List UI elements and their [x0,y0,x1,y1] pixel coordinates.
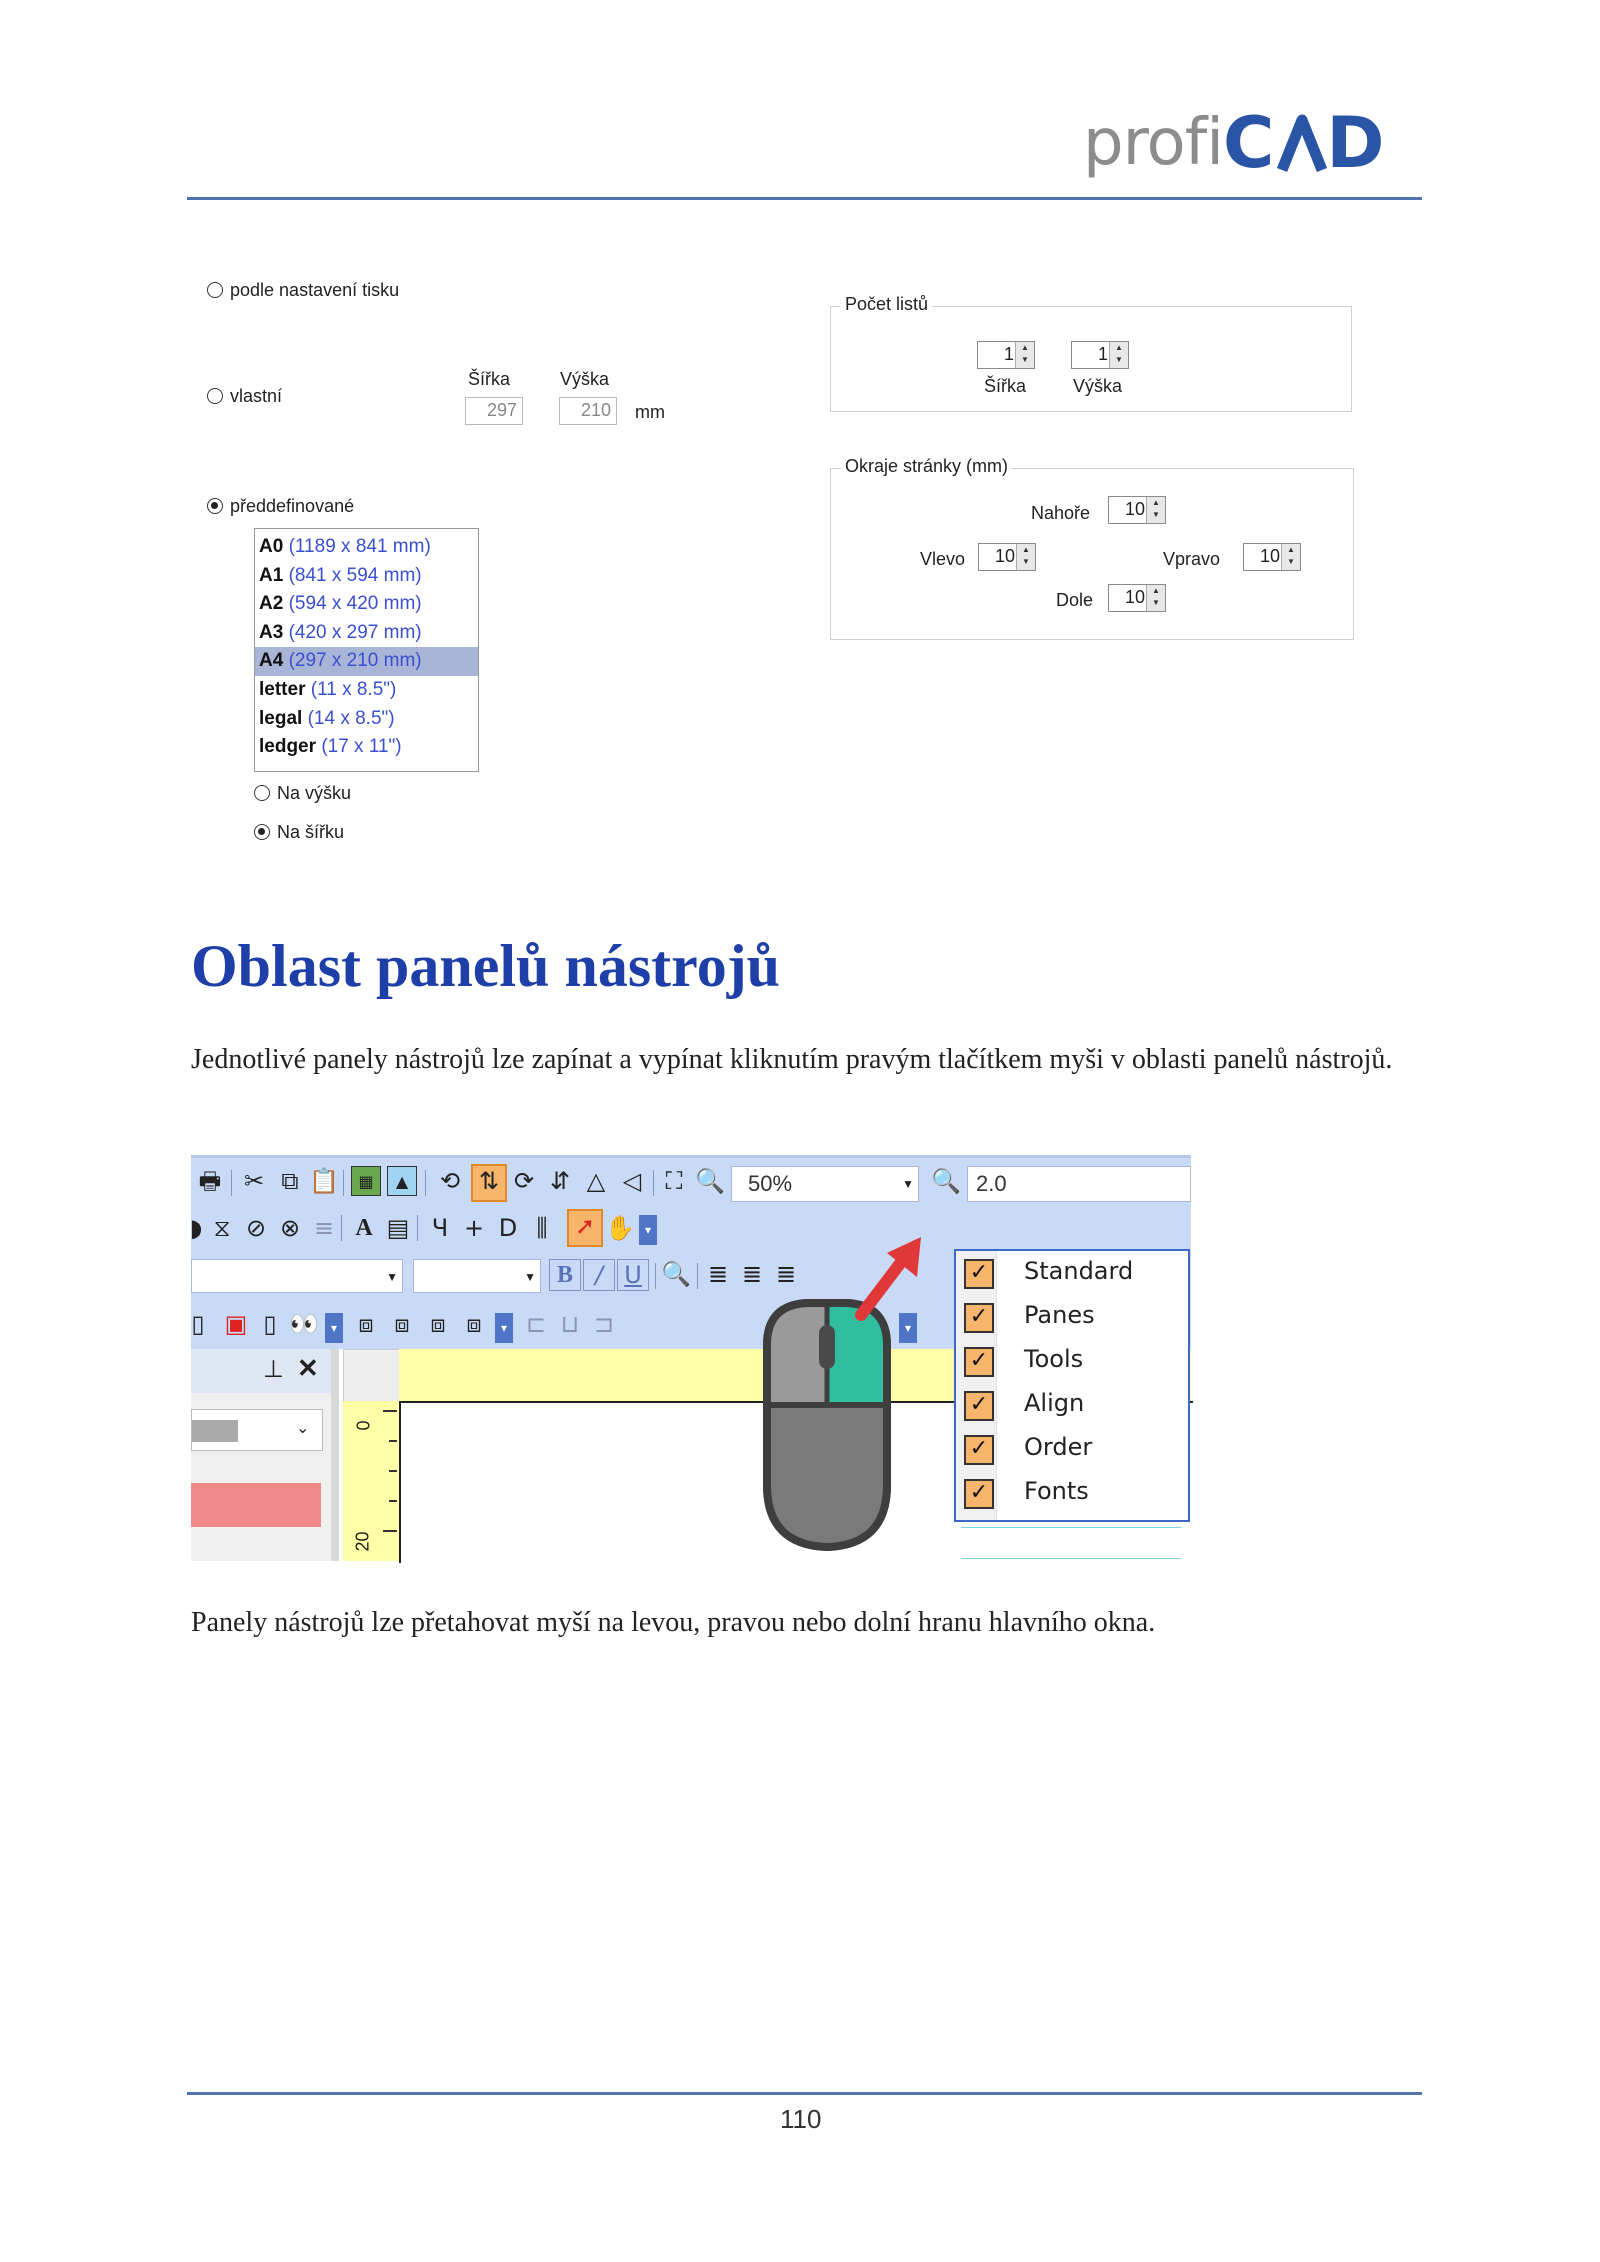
text-icon[interactable]: A [355,1215,373,1241]
pin-icon[interactable]: ⊥ [263,1356,284,1383]
spinner-arrows-icon: ▲ ▼ [1016,544,1035,570]
custom-width-field[interactable]: 297 [465,397,523,425]
group-icon[interactable]: ⧈ [358,1310,374,1338]
logo-text-cad: C D [1223,102,1389,184]
lines-icon[interactable]: ≡ [313,1214,335,1242]
radio-predefined-label: předdefinované [230,496,355,516]
menu-item-standard[interactable] [956,1251,1188,1295]
pointer-arrow-icon [851,1233,931,1323]
font-size-combo[interactable] [413,1259,541,1293]
toolbar-overflow-icon[interactable]: ▾ [325,1313,343,1343]
print-icon[interactable]: 🖶 [198,1167,222,1195]
proficad-logo [1083,102,1389,184]
align-text-center-icon[interactable]: ≣ [741,1260,763,1288]
ellipse-icon[interactable]: ⊘ [245,1214,267,1242]
align-bottom-icon[interactable]: ⊔ [560,1310,580,1338]
menu-item-fonts[interactable] [956,1471,1188,1515]
list-item[interactable]: A1 (841 x 594 mm) [259,564,422,586]
margin-left-spinner[interactable]: 10 ▲ ▼ [978,543,1036,571]
custom-height-label: Výška [560,369,610,389]
find-icon[interactable]: 🔍 [661,1260,691,1288]
ruler-label: 20 [352,1531,373,1552]
side-pane [191,1349,331,1561]
margin-bottom-spinner[interactable]: 10 ▲ ▼ [1108,584,1166,612]
chevron-down-icon: ▼ [902,1177,914,1191]
flip-icon[interactable]: ⇅ [471,1164,507,1202]
zoom-combo[interactable]: 50% ▼ [731,1166,919,1202]
margin-right-spinner[interactable]: 10 ▲ ▼ [1243,543,1301,571]
radio-portrait[interactable] [254,785,270,801]
radio-print-settings[interactable] [207,282,223,298]
toolbar-tools [191,1205,1191,1253]
spinner-arrows-icon: ▲ ▼ [1015,342,1034,368]
sheets-height-label: Výška [1073,376,1123,396]
ruler-corner [343,1349,401,1403]
checkmark-icon: ✓ [964,1303,994,1333]
section-heading: Oblast panelů nástrojů [191,933,781,999]
toolbar-overflow-icon[interactable]: ▾ [639,1215,657,1245]
arc-icon[interactable]: ◗ [189,1214,203,1242]
order-icon-3[interactable]: ⧈ [466,1310,482,1338]
cut-icon[interactable]: ✂ [243,1167,265,1195]
sheets-group-title: Počet listů [841,294,932,315]
radio-custom-label: vlastní [230,386,283,406]
spinner-arrows-icon: ▲ ▼ [1146,585,1165,611]
menu-item-label: Order [1024,1433,1093,1461]
image-icon[interactable]: ▲ [387,1166,417,1196]
align-text-right-icon[interactable]: ≣ [775,1260,797,1288]
grid-cells [961,1527,1181,1559]
italic-icon[interactable]: / [583,1259,615,1291]
footer-rule [187,2092,1422,2095]
layers-icon[interactable]: ▯ [191,1310,205,1338]
header-rule [187,197,1422,200]
properties-icon[interactable]: ▯ [263,1310,277,1338]
list-item[interactable]: A0 (1189 x 841 mm) [259,536,431,557]
menu-item-label: Panes [1024,1301,1095,1329]
menu-item-label: Tools [1024,1345,1084,1373]
menu-item-label: Align [1024,1389,1085,1417]
paper-size-list[interactable] [254,528,479,772]
zoom-step-field[interactable]: 2.0 [967,1166,1191,1202]
pane-combo[interactable] [191,1409,323,1451]
logo-text-profi: profi [1083,106,1223,180]
toolbar-overflow-icon[interactable]: ▾ [899,1313,917,1343]
chevron-down-icon: ▼ [524,1270,536,1284]
hand-icon[interactable]: ✋ [605,1214,635,1242]
radio-predefined[interactable] [207,498,223,514]
margin-top-spinner[interactable]: 10 ▲ ▼ [1108,496,1166,524]
toolbar-context-menu [954,1249,1190,1522]
align-right-icon[interactable]: ⊐ [593,1310,615,1338]
margin-left-label: Vlevo [920,549,966,569]
logo-lambda-icon [1278,116,1326,172]
list-item[interactable]: A3 (420 x 297 mm) [259,621,422,643]
toolbar-overflow-icon[interactable]: ▾ [495,1313,513,1343]
binoculars-icon[interactable]: 👀 [289,1310,319,1338]
chevron-down-icon: ▼ [386,1270,398,1284]
blurred-content [192,1420,238,1442]
sheets-width-label: Šířka [984,376,1027,396]
junction-icon[interactable]: + [463,1214,485,1242]
margins-group-title: Okraje stránky (mm) [841,456,1012,477]
spinner-arrows-icon: ▲ ▼ [1281,544,1300,570]
mouse-icon [747,1285,907,1561]
radio-portrait-label: Na výšku [277,783,352,803]
radio-custom[interactable] [207,388,223,404]
font-combo[interactable] [191,1259,403,1293]
spinner-arrows-icon: ▲ ▼ [1146,497,1165,523]
menu-item-order[interactable] [956,1427,1188,1471]
checkmark-icon: ✓ [964,1347,994,1377]
margin-right-label: Vpravo [1163,549,1221,569]
paste-icon[interactable]: 📋 [309,1167,339,1195]
close-icon[interactable]: ✕ [297,1353,319,1383]
radio-landscape[interactable] [254,824,270,840]
list-item-selected[interactable]: A4 (297 x 210 mm) [255,647,478,676]
list-item[interactable]: legal (14 x 8.5") [259,707,395,729]
margin-bottom-label: Dole [1056,590,1094,610]
chevron-down-icon[interactable]: ⌄ [296,1420,310,1437]
bold-icon[interactable]: B [549,1259,581,1291]
checkmark-icon: ✓ [964,1435,994,1465]
ellipse-fill-icon[interactable]: ⊗ [279,1214,301,1242]
copy-icon[interactable]: ⧉ [281,1167,299,1195]
unit-label: mm [635,402,665,422]
blurred-item [191,1483,321,1527]
menu-item-label: Standard [1024,1257,1134,1285]
radio-print-settings-label: podle nastavení tisku [230,280,400,300]
checkmark-icon: ✓ [964,1391,994,1421]
pane-titlebar [191,1349,331,1393]
toolbar-screenshot [191,1155,1191,1561]
insert-picture-icon[interactable]: ▦ [351,1166,381,1196]
margin-top-label: Nahoře [1031,503,1091,523]
hourglass-icon[interactable]: ⧖ [213,1214,231,1242]
splitter[interactable] [331,1349,339,1561]
radio-landscape-label: Na šířku [277,822,345,842]
align-left-icon[interactable]: ⊏ [525,1310,547,1338]
sheets-height-spinner[interactable]: 1 ▲ ▼ [1071,341,1129,369]
custom-height-field[interactable]: 210 [559,397,617,425]
order-icon-2[interactable]: ⧈ [430,1310,446,1338]
textbox-icon[interactable]: ▤ [386,1214,410,1242]
mirror-h-icon[interactable]: △ [586,1167,606,1195]
fullscreen-icon[interactable]: ⛶ [665,1167,683,1195]
list-item[interactable]: A2 (594 x 420 mm) [259,593,422,615]
bus-icon[interactable]: ⫼ [536,1214,548,1242]
order-icon-1[interactable]: ⧈ [394,1310,410,1338]
menu-item-align[interactable] [956,1383,1188,1427]
vertical-ruler [343,1401,399,1561]
menu-item-tools[interactable] [956,1339,1188,1383]
menu-item-label: Fonts [1024,1477,1089,1505]
paragraph-intro: Jednotlivé panely nástrojů lze zapínat a vypínat kliknutím pravým tlačítkem myši v oblasti panelů nástrojů. [191,1044,1393,1075]
checkmark-icon: ✓ [964,1479,994,1509]
select-arrow-icon[interactable]: ➚ [567,1209,603,1247]
zoom-in-icon[interactable]: 🔍 [695,1167,725,1195]
page-number: 110 [780,2104,822,2134]
spinner-arrows-icon: ▲ ▼ [1109,342,1128,368]
underline-icon[interactable]: U [617,1259,649,1291]
list-item[interactable]: ledger (17 x 11") [259,736,402,758]
custom-width-label: Šířka [468,369,511,389]
rotate-left-icon[interactable]: ⟲ [439,1167,461,1195]
gate-icon[interactable]: D [498,1214,518,1242]
wire-icon[interactable]: Ч [431,1214,449,1242]
rotate-right-icon[interactable]: ⟳ [513,1167,535,1195]
ruler-label: 0 [353,1420,374,1431]
menu-item-panes[interactable] [956,1295,1188,1339]
list-item[interactable]: letter (11 x 8.5") [259,678,397,700]
sheets-width-spinner[interactable]: 1 ▲ ▼ [977,341,1035,369]
align-text-left-icon[interactable]: ≣ [707,1260,729,1288]
bring-front-icon[interactable]: ▣ [224,1310,248,1338]
paragraph-drag: Panely nástrojů lze přetahovat myší na levou, pravou nebo dolní hranu hlavního okna. [191,1607,1156,1638]
align-left-icon[interactable]: ◁ [622,1167,642,1195]
checkmark-icon: ✓ [964,1259,994,1289]
toolbar-standard [191,1155,1191,1208]
mirror-v-icon[interactable]: ⇵ [549,1167,571,1195]
zoom-out-icon[interactable]: 🔍 [931,1167,961,1195]
